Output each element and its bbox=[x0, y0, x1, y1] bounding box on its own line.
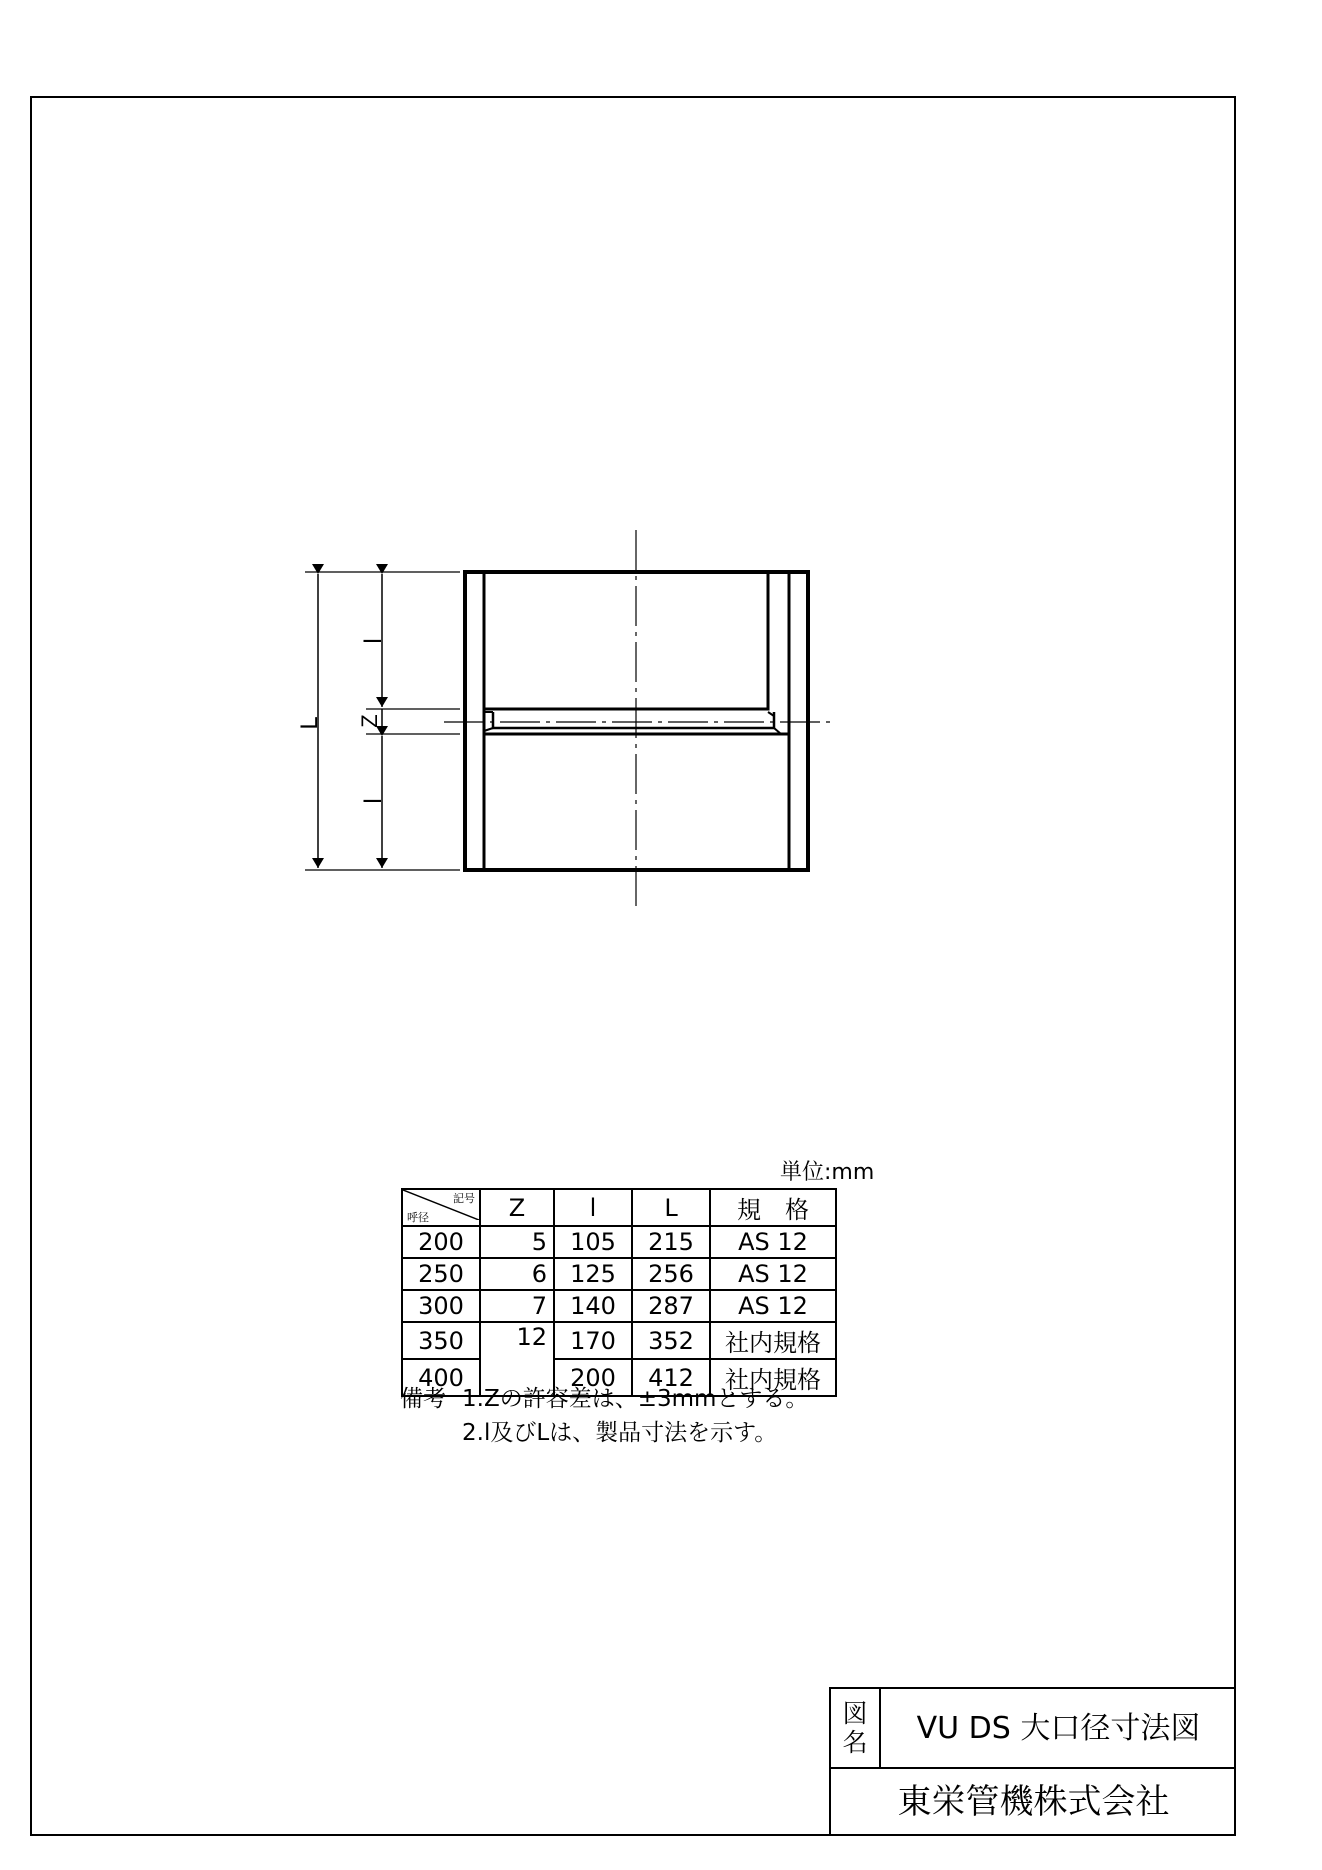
table-row bbox=[402, 1226, 836, 1258]
cell-diameter: 300 bbox=[402, 1290, 480, 1322]
drawing-name-key bbox=[831, 1689, 881, 1769]
header-standard: 規 格 bbox=[710, 1189, 836, 1226]
cell-l: 125 bbox=[554, 1258, 632, 1290]
label-Z: Z bbox=[357, 714, 382, 728]
cell-l: 170 bbox=[554, 1322, 632, 1359]
cell-diameter: 250 bbox=[402, 1258, 480, 1290]
cell-standard: AS 12 bbox=[710, 1290, 836, 1322]
label-l-upper: l bbox=[360, 638, 387, 644]
table-row bbox=[402, 1322, 836, 1359]
corner-diameter-label: 呼径 bbox=[407, 1211, 429, 1224]
key-line-1: 図 bbox=[842, 1699, 868, 1728]
cell-standard: AS 12 bbox=[710, 1258, 836, 1290]
cell-L: 287 bbox=[632, 1290, 710, 1322]
cell-diameter: 350 bbox=[402, 1322, 480, 1359]
cell-standard: 社内規格 bbox=[710, 1359, 836, 1396]
corner-header-cell bbox=[402, 1189, 480, 1226]
center-stop-ring bbox=[493, 712, 774, 728]
cell-L: 256 bbox=[632, 1258, 710, 1290]
remarks-label: 備考 bbox=[400, 1386, 446, 1412]
cell-standard: AS 12 bbox=[710, 1226, 836, 1258]
cell-L: 352 bbox=[632, 1322, 710, 1359]
header-L: L bbox=[632, 1189, 710, 1226]
table-row bbox=[402, 1290, 836, 1322]
header-l: l bbox=[554, 1189, 632, 1226]
cell-Z: 5 bbox=[480, 1226, 554, 1258]
unit-label: 単位:mm bbox=[780, 1160, 875, 1185]
label-l-lower: l bbox=[360, 798, 387, 804]
remarks bbox=[400, 1382, 808, 1450]
cell-Z: 12 bbox=[480, 1322, 554, 1396]
cell-L: 412 bbox=[632, 1359, 710, 1396]
upper-socket-bore bbox=[484, 574, 768, 709]
cell-l: 105 bbox=[554, 1226, 632, 1258]
cell-Z: 7 bbox=[480, 1290, 554, 1322]
drawing-name: VU DS 大口径寸法図 bbox=[881, 1689, 1236, 1769]
header-Z: Z bbox=[480, 1189, 554, 1226]
corner-symbol-label: 記号 bbox=[453, 1192, 475, 1205]
cell-L: 215 bbox=[632, 1226, 710, 1258]
key-line-2: 名 bbox=[842, 1728, 868, 1757]
cell-standard: 社内規格 bbox=[710, 1322, 836, 1359]
title-block bbox=[829, 1687, 1236, 1836]
cell-Z: 6 bbox=[480, 1258, 554, 1290]
dimension-table bbox=[401, 1188, 837, 1397]
cell-diameter: 400 bbox=[402, 1359, 480, 1396]
cell-l: 140 bbox=[554, 1290, 632, 1322]
table-header-row bbox=[402, 1189, 836, 1226]
remark-2: 2.l及びLは、製品寸法を示す。 bbox=[462, 1420, 778, 1446]
remark-1: 1.Zの許容差は、±3mmとする。 bbox=[462, 1386, 809, 1412]
cell-diameter: 200 bbox=[402, 1226, 480, 1258]
company-name: 東栄管機株式会社 bbox=[897, 1782, 1170, 1822]
label-L: L bbox=[296, 716, 323, 730]
table-row bbox=[402, 1258, 836, 1290]
cell-l: 200 bbox=[554, 1359, 632, 1396]
